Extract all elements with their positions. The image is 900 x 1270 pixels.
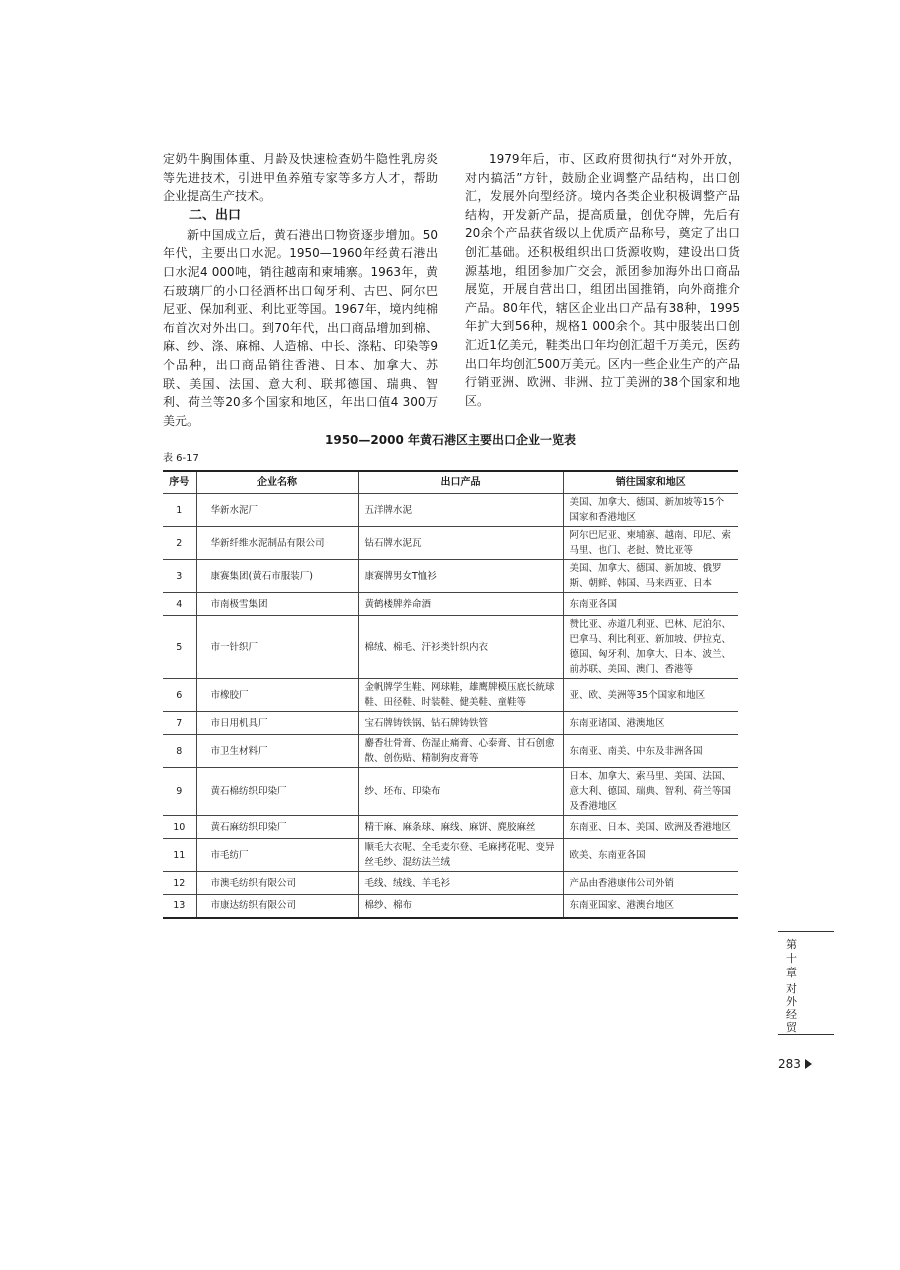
cell-enterprise: 市南极雪集团 (196, 593, 358, 616)
cell-products: 毛线、绒线、羊毛衫 (358, 872, 563, 895)
section-heading: 二、出口 (189, 207, 242, 223)
cell-destinations: 东南亚各国 (563, 593, 738, 616)
cell-serial: 12 (163, 872, 196, 895)
cell-serial: 7 (163, 712, 196, 735)
right-column (465, 150, 740, 410)
header-destinations: 销往国家和地区 (563, 471, 738, 494)
cell-products: 棉绒、棉毛、汗衫类针织内衣 (358, 616, 563, 679)
table-number: 表 6-17 (163, 453, 199, 464)
paragraph-reform: 1979年后，市、区政府贯彻执行“对外开放，对内搞活”方针，鼓励企业调整产品结构，出口创汇，发展外向型经济。境内各类企业积极调整产品结构，开发新产品，提高质量，创优夺牌，先后有20余个产品获省级以上优质产品称号，奠定了出口创汇基础。还积极组织出口货源收购，建设出口货源基地，组团参加广交会，派团参加海外出口商品展览，开展自营出口，组团出国推销，向外商推介产品。80年代，辖区企业出口产品有38种，1995年扩大到56种，规格1 000余个。其中服装出口创汇近1亿美元，鞋类出口年均创汇超千万美元，医药出口年均创汇500万美元。区内一些企业生产的产品行销亚洲、欧洲、非洲、拉丁美洲的38个国家和地区。 (465, 152, 740, 408)
cell-destinations: 赞比亚、赤道几利亚、巴林、尼泊尔、巴拿马、利比利亚、新加坡、伊拉克、德国、匈牙利、加拿大、日本、波兰、前苏联、美国、澳门、香港等 (563, 616, 738, 679)
table-row (163, 494, 738, 527)
cell-enterprise: 市康达纺织有限公司 (196, 895, 358, 918)
cell-serial: 10 (163, 816, 196, 839)
cell-products: 黄鹤楼牌养命酒 (358, 593, 563, 616)
header-products: 出口产品 (358, 471, 563, 494)
table-row (163, 593, 738, 616)
cell-products: 棉纱、棉布 (358, 895, 563, 918)
cell-serial: 9 (163, 768, 196, 816)
cell-destinations: 美国、加拿大、德国、新加坡等15个国家和香港地区 (563, 494, 738, 527)
table-row (163, 735, 738, 768)
cell-serial: 13 (163, 895, 196, 918)
cell-products: 纱、坯布、印染布 (358, 768, 563, 816)
table-body (163, 494, 738, 918)
cell-enterprise: 市澳毛纺织有限公司 (196, 872, 358, 895)
table-header-row (163, 471, 738, 494)
cell-products: 钻石牌水泥瓦 (358, 527, 563, 560)
cell-destinations: 东南亚国家、港澳台地区 (563, 895, 738, 918)
cell-destinations: 欧美、东南亚各国 (563, 839, 738, 872)
cell-serial: 6 (163, 679, 196, 712)
cell-products: 金帆牌学生鞋、网球鞋，雄鹰牌模压底长統球鞋、田径鞋、时装鞋、健美鞋、童鞋等 (358, 679, 563, 712)
cell-serial: 1 (163, 494, 196, 527)
header-serial: 序号 (163, 471, 196, 494)
cell-serial: 4 (163, 593, 196, 616)
cell-products: 顺毛大衣呢、全毛麦尔登、毛麻拷花呢、变异丝毛纱、混纺法兰绒 (358, 839, 563, 872)
table-title: 1950—2000 年黄石港区主要出口企业一览表 (325, 433, 576, 447)
cell-enterprise: 黄石麻纺织印染厂 (196, 816, 358, 839)
table-row (163, 679, 738, 712)
cell-enterprise: 康赛集团(黄石市服装厂) (196, 560, 358, 593)
chapter-number: 第十章 (786, 938, 797, 979)
table-row (163, 560, 738, 593)
cell-serial: 8 (163, 735, 196, 768)
cell-serial: 5 (163, 616, 196, 679)
table-row (163, 712, 738, 735)
cell-products: 五洋牌水泥 (358, 494, 563, 527)
cell-products: 康赛牌男女T恤衫 (358, 560, 563, 593)
cell-products: 宝石牌铸铁锅、钻石牌铸铁管 (358, 712, 563, 735)
paragraph-export: 新中国成立后，黄石港出口物资逐步增加。50年代，主要出口水泥。1950—1960年经黄石港出口水泥4 000吨，销往越南和柬埔寨。1963年，黄石玻璃厂的小口径酒杯出口匈牙利、古巴、阿尔巴尼亚、保加利亚、利比亚等国。1967年，境内纯棉布首次对外出口。到70年代，出口商品增加到棉、麻、纱、涤、麻棉、人造棉、中长、涤粘、印染等9个品种，出口商品销往香港、日本、加拿大、苏联、美国、法国、意大利、联邦德国、瑞典、智利、荷兰等20多个国家和地区，年出口值4 300万美元。 (163, 227, 438, 428)
cell-enterprise: 华新纤维水泥制品有限公司 (196, 527, 358, 560)
cell-destinations: 东南亚诸国、港澳地区 (563, 712, 738, 735)
header-enterprise: 企业名称 (196, 471, 358, 494)
cell-enterprise: 市日用机具厂 (196, 712, 358, 735)
chapter-title: 对外经贸 (786, 982, 797, 1034)
left-column (163, 150, 438, 430)
cell-destinations: 亚、欧、美洲等35个国家和地区 (563, 679, 738, 712)
cell-destinations: 日本、加拿大、索马里、美国、法国、意大利、德国、瑞典、智利、荷兰等国及香港地区 (563, 768, 738, 816)
cell-destinations: 东南亚、南美、中东及非洲各国 (563, 735, 738, 768)
table-row (163, 839, 738, 872)
table-row (163, 527, 738, 560)
cell-destinations: 美国、加拿大、德国、新加坡、俄罗斯、朝鲜、韩国、马来西亚、日本 (563, 560, 738, 593)
cell-enterprise: 市一针织厂 (196, 616, 358, 679)
page-arrow-icon (805, 1059, 812, 1069)
cell-products: 麝香壮骨膏、伤湿止痛膏、心泰膏、甘石创愈散、创伤贴、精制狗皮膏等 (358, 735, 563, 768)
cell-enterprise: 市橡胶厂 (196, 679, 358, 712)
cell-products: 精干麻、麻条球、麻线、麻饼、麂胶麻丝 (358, 816, 563, 839)
cell-enterprise: 黄石棉纺织印染厂 (196, 768, 358, 816)
paragraph-continued: 定奶牛胸围体重、月龄及快速检查奶牛隐性乳房炎等先进技术，引进甲鱼养殖专家等多方人才，帮助企业提高生产技术。 (163, 152, 438, 204)
cell-destinations: 东南亚、日本、美国、欧洲及香港地区 (563, 816, 738, 839)
chapter-tab (778, 931, 834, 1035)
cell-serial: 2 (163, 527, 196, 560)
cell-enterprise: 市毛纺厂 (196, 839, 358, 872)
table-row (163, 895, 738, 918)
table-row (163, 616, 738, 679)
cell-serial: 3 (163, 560, 196, 593)
cell-enterprise: 华新水泥厂 (196, 494, 358, 527)
table-row (163, 816, 738, 839)
cell-destinations: 产品由香港康伟公司外销 (563, 872, 738, 895)
page-number (778, 1057, 812, 1071)
page-number-text: 283 (778, 1057, 801, 1071)
cell-destinations: 阿尔巴尼亚、柬埔寨、越南、印尼、索马里、也门、老挝、赞比亚等 (563, 527, 738, 560)
export-enterprises-table (163, 470, 738, 919)
cell-serial: 11 (163, 839, 196, 872)
table-row (163, 768, 738, 816)
table-row (163, 872, 738, 895)
cell-enterprise: 市卫生材料厂 (196, 735, 358, 768)
